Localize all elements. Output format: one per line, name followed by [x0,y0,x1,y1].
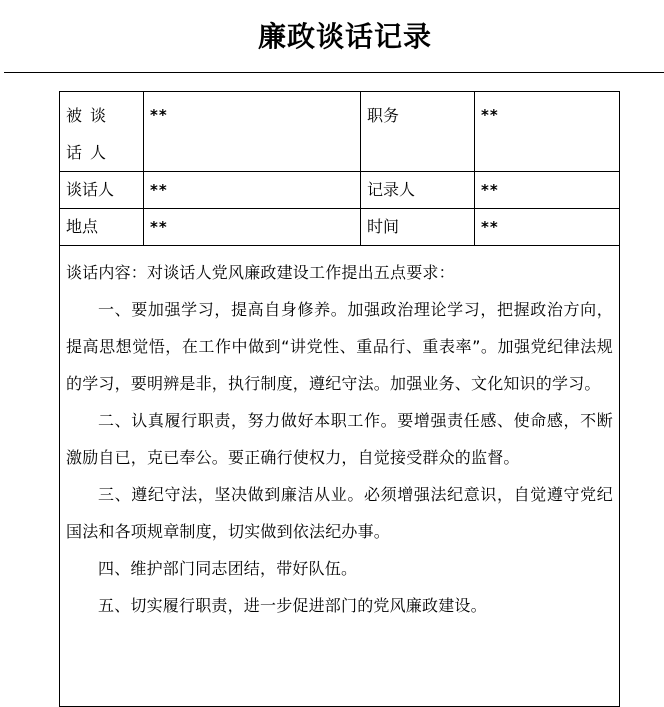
title-divider [4,72,664,73]
document-title: 廉政谈话记录 [257,20,432,53]
content-point-2: 二、认真履行职责，努力做好本职工作。要增强责任感、使命感，不断激励自已，克已奉公。要正确行使权力，自觉接受群众的监督。 [66,411,613,467]
interviewer-value: ** [150,181,168,199]
time-value: ** [481,218,499,236]
recorder-label-cell [361,172,475,209]
location-value-cell [144,209,361,246]
time-value-cell [475,209,620,246]
content-intro: 谈话内容：对谈话人党风廉政建设工作提出五点要求： [66,263,455,282]
location-label-cell [60,209,144,246]
content-point-4: 四、维护部门同志团结，带好队伍。 [98,559,358,578]
table-row-interviewer [60,172,620,209]
content-point-3: 三、遵纪守法，坚决做到廉洁从业。必须增强法纪意识，自觉遵守党纪国法和各项规章制度，切实做到依法纪办事。 [66,485,613,541]
time-label: 时间 [367,217,400,236]
table-row-content [60,246,620,707]
table-row-location [60,209,620,246]
interviewer-label: 谈话人 [66,180,115,199]
content-point-1: 一、要加强学习，提高自身修养。加强政治理论学习，把握政治方向，提高思想觉悟，在工作中做到“讲党性、重品行、重表率”。加强党纪律法规的学习，要明辨是非，执行制度，遵纪守法。加强业务、文化知识的学习。 [66,300,613,393]
recorder-label: 记录人 [367,180,416,199]
location-value: ** [150,218,168,236]
interviewee-value: ** [150,106,168,124]
position-value-cell [475,92,620,172]
record-table [59,91,620,707]
table-row-interviewee [60,92,620,172]
interviewee-label-cell [60,92,144,172]
content-point-5: 五、切实履行职责，进一步促进部门的党风廉政建设。 [98,596,487,615]
interviewee-label: 被谈话人 [66,106,115,162]
interviewer-value-cell [144,172,361,209]
content-cell [60,246,620,707]
position-value: ** [481,106,499,124]
recorder-value-cell [475,172,620,209]
time-label-cell [361,209,475,246]
recorder-value: ** [481,181,499,199]
position-label: 职务 [367,106,400,125]
location-label: 地点 [66,217,99,236]
position-label-cell [361,92,475,172]
interviewer-label-cell [60,172,144,209]
interviewee-value-cell [144,92,361,172]
